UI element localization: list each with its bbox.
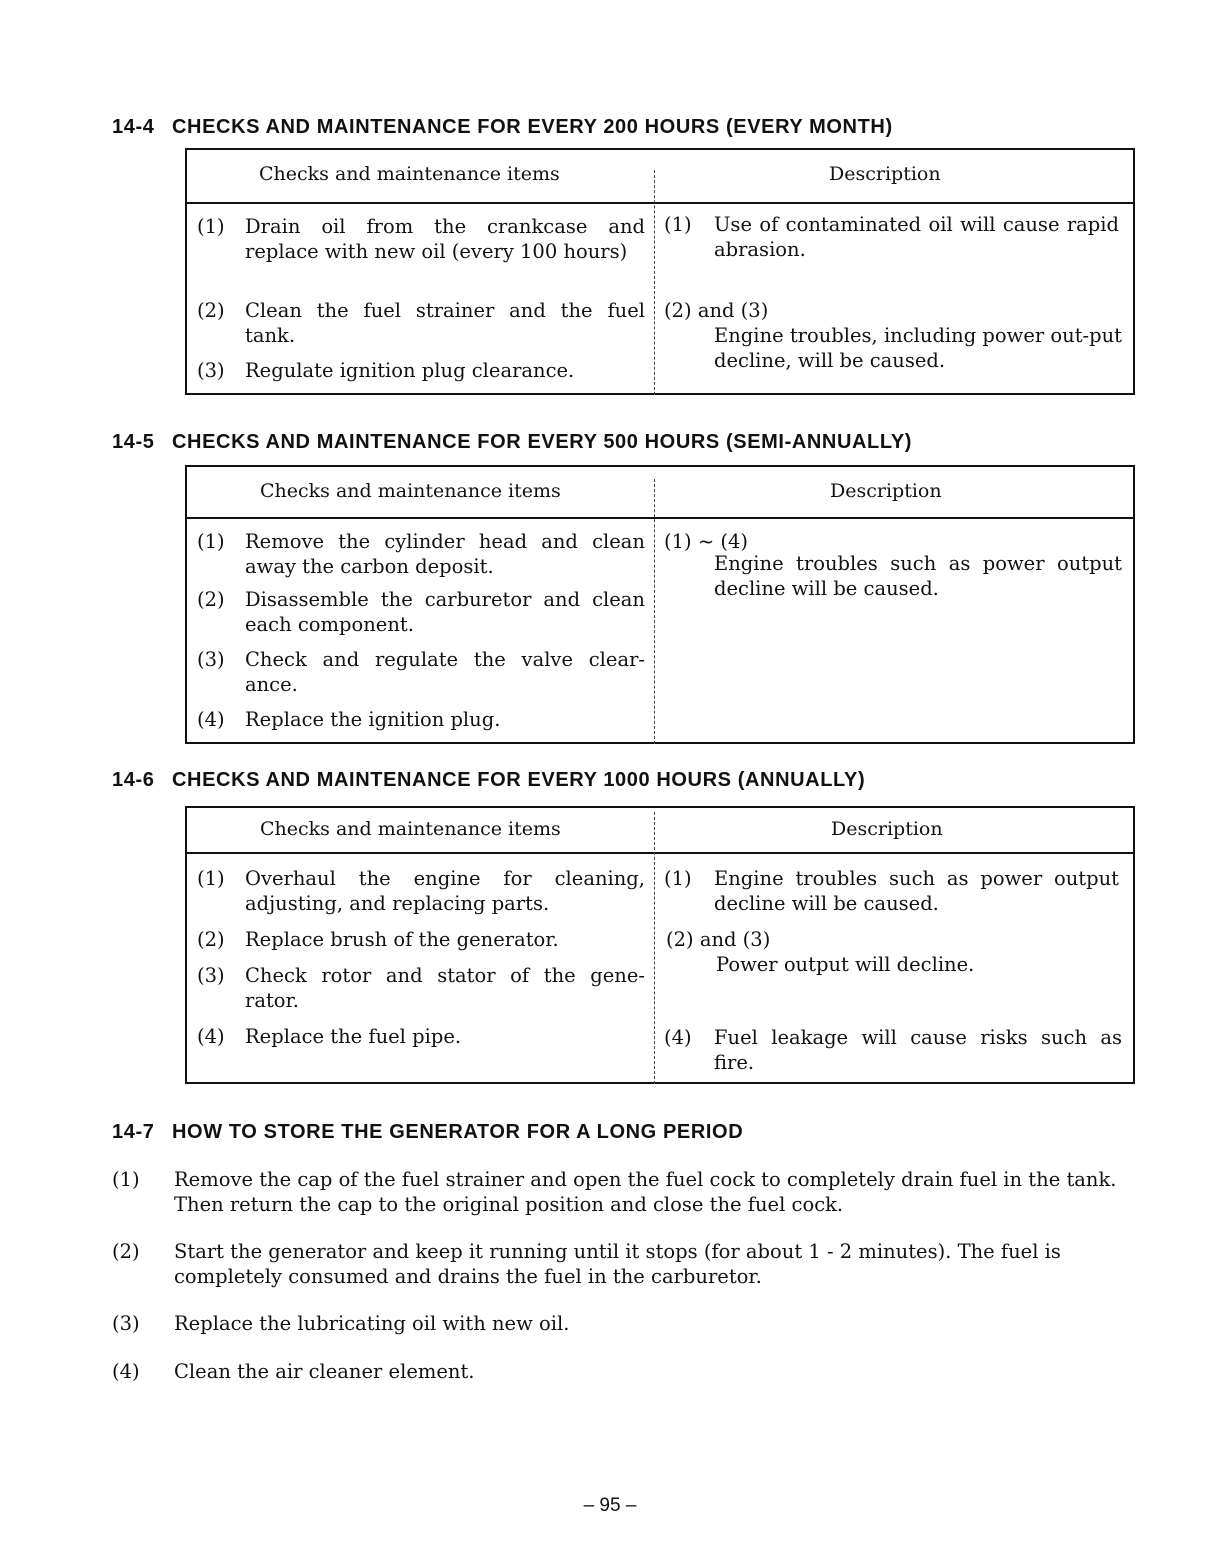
storage-step — [112, 1239, 1137, 1293]
table-header — [187, 467, 1133, 519]
item-index: (1) — [197, 215, 225, 238]
item-row — [197, 214, 647, 294]
item-text: Drain oil from the crankcase and replace with new oil (every 100 hours) — [245, 215, 645, 263]
step-text: Clean the air cleaner element. — [174, 1360, 475, 1383]
storage-step — [112, 1311, 1137, 1339]
item-text: Overhaul the engine for cleaning, adjusting, and replacing parts. — [245, 867, 645, 915]
item-index: (3) — [197, 648, 225, 671]
storage-step — [112, 1359, 1137, 1387]
description-index: (2) and (3) — [666, 928, 771, 951]
item-index: (1) — [197, 867, 225, 890]
section-title: CHECKS AND MAINTENANCE FOR EVERY 1000 HOURS (ANNUALLY) — [172, 769, 866, 791]
section-number: 14-5 — [112, 431, 155, 453]
page-number: – 95 – — [583, 1495, 637, 1516]
description-text-body: Engine troubles, including power out-put decline, will be caused. — [714, 324, 1122, 372]
item-row — [197, 298, 647, 350]
item-text: Remove the cylinder head and clean away the carbon deposit. — [245, 530, 645, 578]
description-row — [664, 1025, 1124, 1079]
item-text: Regulate ignition plug clearance. — [245, 359, 575, 382]
item-index: (4) — [197, 1025, 225, 1048]
section-number: 14-7 — [112, 1121, 155, 1143]
storage-step — [112, 1167, 1137, 1221]
item-row — [197, 927, 647, 955]
item-index: (2) — [197, 299, 225, 322]
description-index: (2) and (3) — [664, 299, 769, 322]
item-text: Check rotor and stator of the gene-rator. — [245, 964, 645, 1012]
item-text: Replace brush of the generator. — [245, 928, 559, 951]
col-header-items: Checks and maintenance items — [260, 818, 561, 840]
description-text — [714, 551, 1124, 605]
item-row — [197, 963, 647, 1015]
section-number: 14-6 — [112, 769, 155, 791]
item-index: (3) — [197, 964, 225, 987]
description-text — [714, 323, 1124, 377]
item-index: (4) — [197, 708, 225, 731]
maintenance-table-200h — [185, 148, 1135, 395]
section-14-7-heading — [112, 1121, 743, 1144]
description-text: Power output will decline. — [716, 953, 975, 976]
item-row — [197, 647, 647, 699]
column-divider — [654, 479, 655, 744]
description-text: Fuel leakage will cause risks such as fire. — [714, 1026, 1122, 1074]
description-row — [664, 212, 1124, 266]
description-index: (1) — [664, 213, 692, 236]
step-index: (4) — [112, 1360, 140, 1383]
section-title: HOW TO STORE THE GENERATOR FOR A LONG PERIOD — [172, 1121, 744, 1143]
description-text: Use of contaminated oil will cause rapid abrasion. — [714, 213, 1119, 261]
item-text: Disassemble the carburetor and clean each component. — [245, 588, 645, 636]
maintenance-table-1000h — [185, 806, 1135, 1084]
item-row — [197, 1024, 647, 1052]
section-number: 14-4 — [112, 116, 155, 138]
item-text: Replace the ignition plug. — [245, 708, 501, 731]
item-row — [197, 587, 647, 639]
step-text: Replace the lubricating oil with new oil. — [174, 1312, 570, 1335]
description-index: (1) — [664, 867, 692, 890]
item-text: Clean the fuel strainer and the fuel tank. — [245, 299, 645, 347]
description-index: (1) ~ (4) — [664, 530, 748, 553]
step-text: Remove the cap of the fuel strainer and open the fuel cock to completely drain fuel in the tank. Then return the cap to the original position and close the fuel cock. — [174, 1168, 1117, 1216]
description-text: Engine troubles such as power output decline will be caused. — [714, 867, 1119, 915]
item-row — [197, 529, 647, 581]
col-header-items: Checks and maintenance items — [259, 163, 560, 185]
section-14-4-heading — [112, 116, 893, 139]
col-header-description: Description — [831, 818, 943, 840]
description-row — [664, 866, 1124, 920]
item-row — [197, 866, 647, 918]
table-header — [187, 808, 1133, 854]
item-index: (2) — [197, 928, 225, 951]
section-14-6-heading — [112, 769, 865, 792]
step-text: Start the generator and keep it running until it stops (for about 1 - 2 minutes). The fuel is completely consumed and drains the fuel in the carburetor. — [174, 1240, 1061, 1288]
item-text: Check and regulate the valve clear-ance. — [245, 648, 645, 696]
description-index: (4) — [664, 1026, 692, 1049]
section-14-5-heading — [112, 431, 912, 454]
table-header — [187, 150, 1133, 204]
col-header-description: Description — [830, 480, 942, 502]
item-row — [197, 358, 647, 386]
description-text-body: Engine troubles such as power output decline will be caused. — [714, 552, 1122, 600]
item-index: (3) — [197, 359, 225, 382]
step-index: (1) — [112, 1168, 140, 1191]
column-divider — [654, 170, 655, 395]
item-text: Replace the fuel pipe. — [245, 1025, 462, 1048]
maintenance-table-500h — [185, 465, 1135, 744]
item-row — [197, 707, 647, 735]
item-index: (1) — [197, 530, 225, 553]
section-title: CHECKS AND MAINTENANCE FOR EVERY 500 HOURS (SEMI-ANNUALLY) — [172, 431, 913, 453]
step-index: (2) — [112, 1240, 140, 1263]
section-title: CHECKS AND MAINTENANCE FOR EVERY 200 HOURS (EVERY MONTH) — [172, 116, 893, 138]
column-divider — [654, 812, 655, 1084]
step-index: (3) — [112, 1312, 140, 1335]
item-index: (2) — [197, 588, 225, 611]
col-header-description: Description — [829, 163, 941, 185]
col-header-items: Checks and maintenance items — [260, 480, 561, 502]
